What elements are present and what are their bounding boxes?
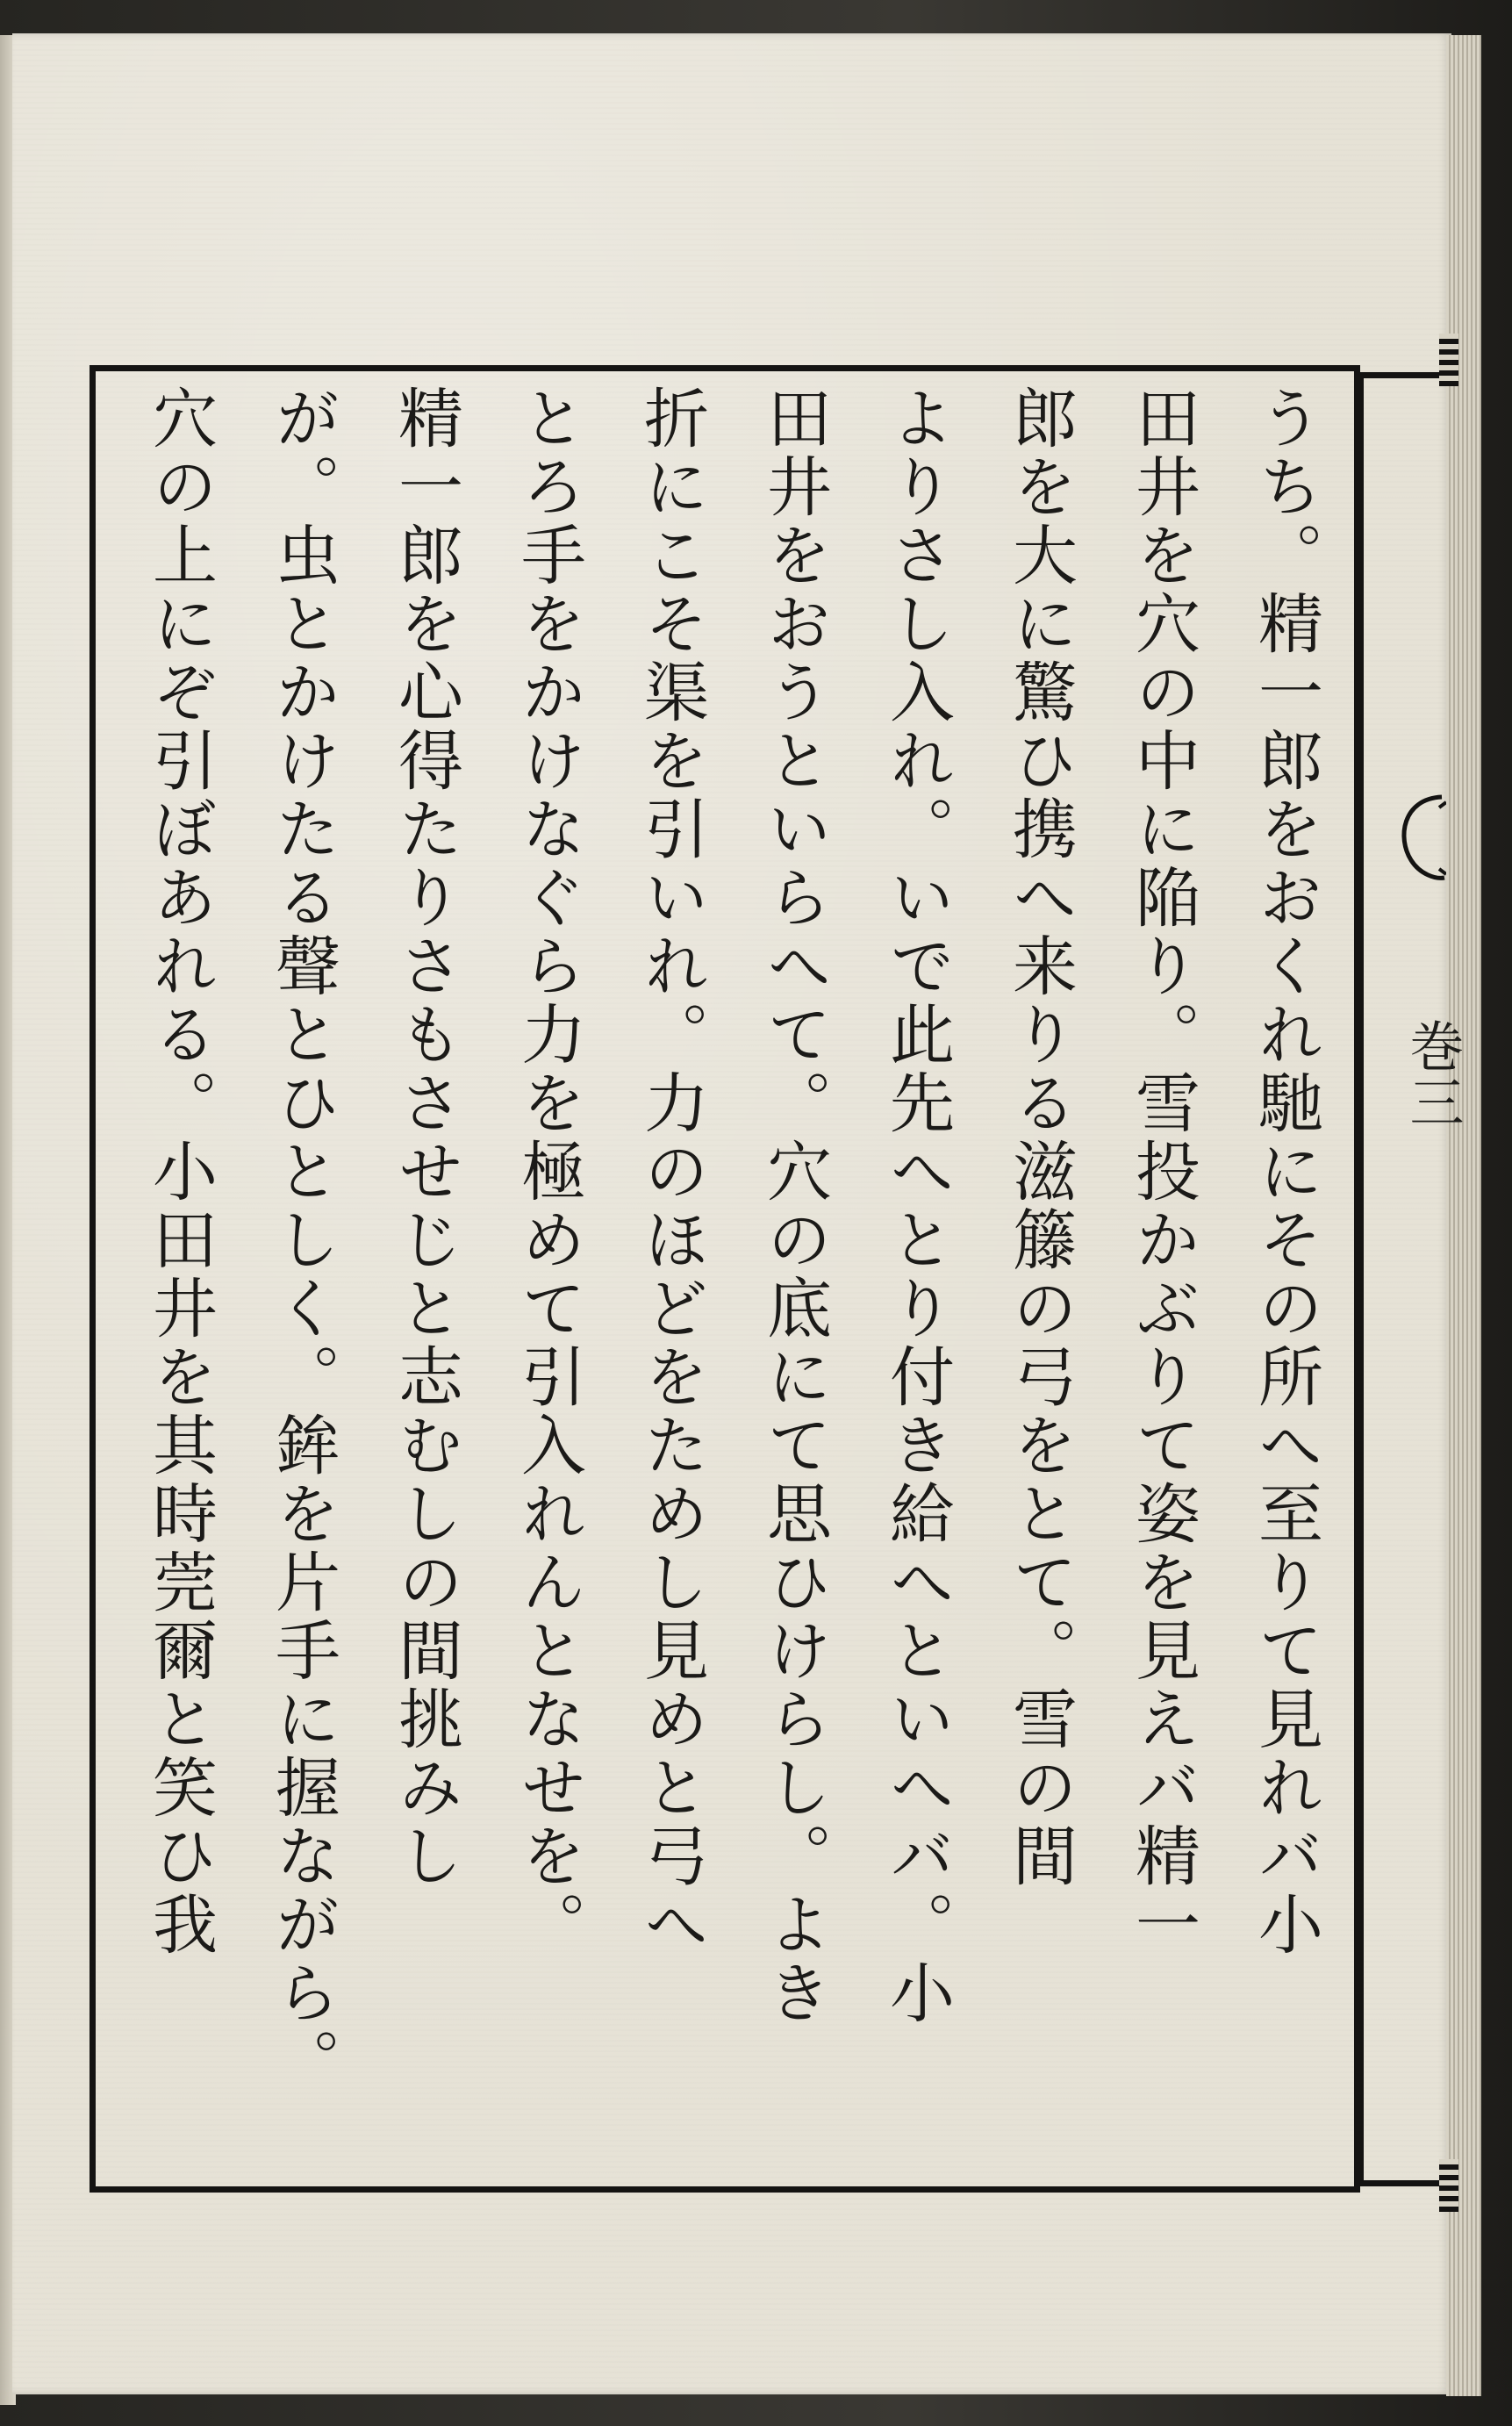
text-column: とろ手をかけなぐら力を極めて引入れんとなせを。 xyxy=(511,384,586,1959)
margin-notch-top xyxy=(1439,334,1458,386)
page-stack-edge xyxy=(1446,35,1481,2396)
text-column: 郎を大に驚ひ携へ来りる滋籐の弓をとて。雪の間 xyxy=(1002,384,1078,1891)
text-column: 穴の上にぞ引ぼあれる。小田井を其時莞爾と笑ひ我 xyxy=(142,384,218,1959)
frame-inner-rule xyxy=(1360,372,1364,2186)
volume-label: 巻三 xyxy=(1401,1018,1465,1130)
text-column: うち。精一郎をおくれ馳にその所へ至りて見れバ小 xyxy=(1248,384,1323,1959)
text-column: 田井を穴の中に陥り。雪投かぶりて姿を見えバ精一 xyxy=(1125,384,1200,1959)
body-text xyxy=(118,384,1347,2175)
text-column: 精一郎を心得たりさもさせじと志むしの間挑みし xyxy=(388,384,463,1891)
text-column: 折にこそ渠を引いれ。力のほどをためし見めと弓へ xyxy=(634,384,709,1959)
text-column: が。虫とかけたる聲とひとしく。鉾を片手に握ながら。 xyxy=(265,384,340,2096)
text-column: よりさし入れ。いで此先へとり付き給へといへバ。小 xyxy=(879,384,955,2028)
fishtail-mark-icon xyxy=(1394,790,1446,886)
text-column: 田井をおうといらへて。穴の底にて思ひけらし。よき xyxy=(756,384,832,2028)
margin-notch-bottom xyxy=(1439,2159,1458,2212)
